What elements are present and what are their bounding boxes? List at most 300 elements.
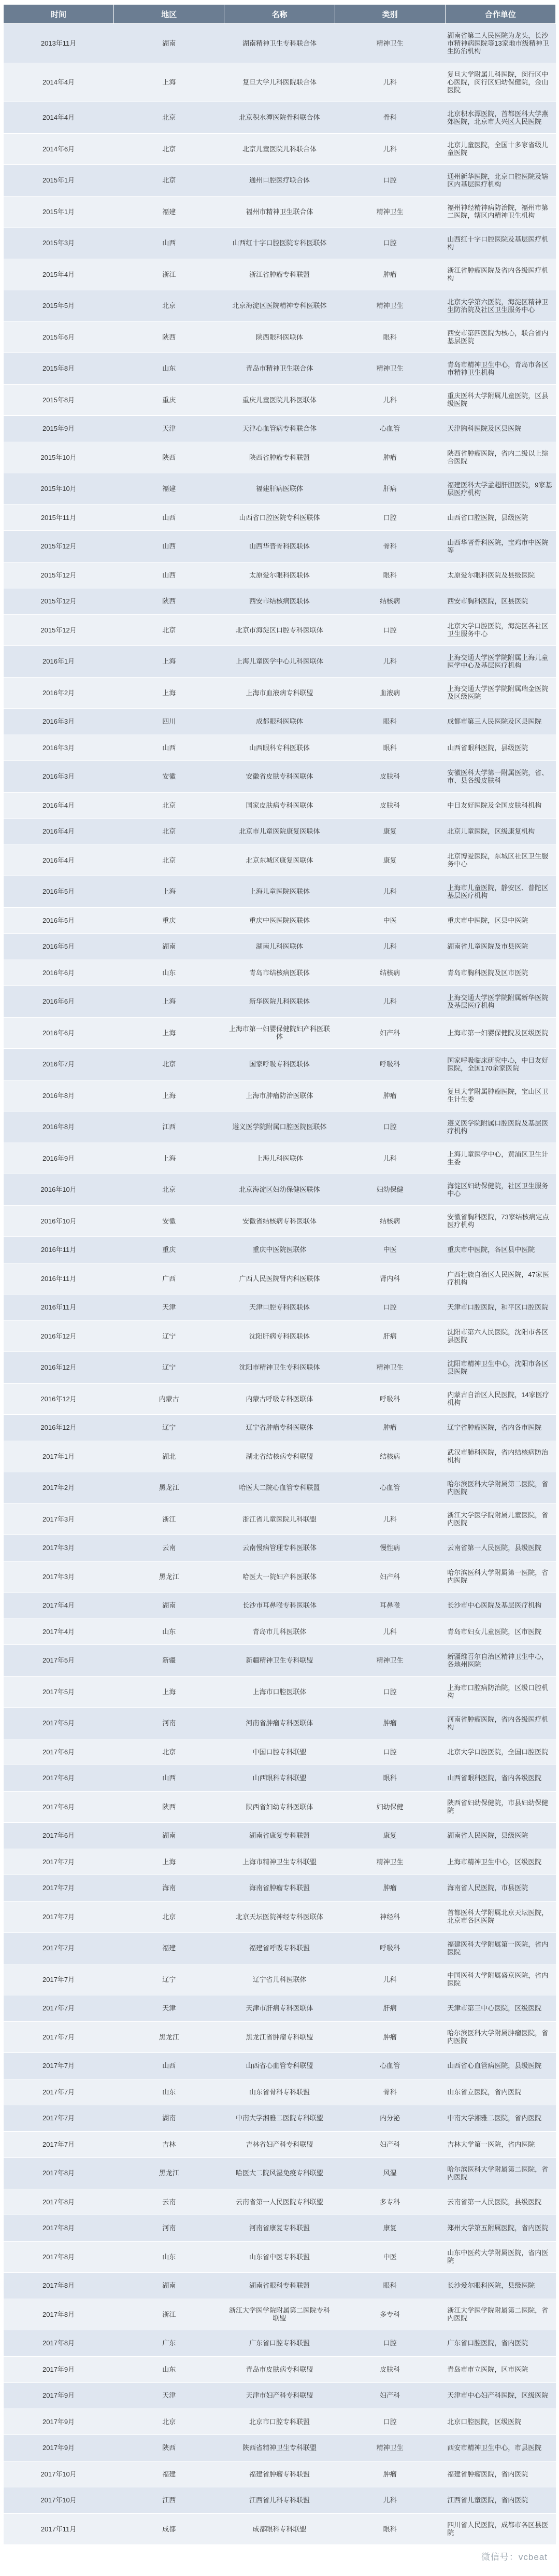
cell-region: 北京 — [114, 1901, 224, 1933]
cell-time: 2017年7月 — [4, 1933, 114, 1964]
cell-name: 浙江省肿瘤专科联盟 — [224, 259, 335, 290]
cell-time: 2017年2月 — [4, 1472, 114, 1504]
cell-region: 湖南 — [114, 2105, 224, 2132]
cell-category: 精神卫生 — [335, 1849, 445, 1875]
cell-category: 精神卫生 — [335, 1352, 445, 1384]
cell-name: 福建肝病医联体 — [224, 473, 335, 505]
table-row — [4, 2079, 556, 2105]
cell-category: 口腔 — [335, 2330, 445, 2357]
cell-time: 2017年7月 — [4, 2079, 114, 2105]
cell-partners: 江西省儿童医院，省内医院 — [445, 2487, 555, 2514]
cell-region: 北京 — [114, 1049, 224, 1080]
cell-region: 山西 — [114, 531, 224, 562]
cell-category: 儿科 — [335, 1143, 445, 1174]
cell-category: 内分泌 — [335, 2105, 445, 2132]
cell-time: 2015年9月 — [4, 416, 114, 442]
cell-partners: 湖南省人民医院，县级医院 — [445, 1823, 555, 1849]
cell-partners: 沈阳市第六人民医院，沈阳市各区县医院 — [445, 1320, 555, 1352]
cell-region: 北京 — [114, 165, 224, 196]
cell-time: 2016年1月 — [4, 646, 114, 678]
cell-time: 2016年8月 — [4, 1080, 114, 1111]
cell-region: 天津 — [114, 2383, 224, 2409]
cell-partners: 青岛市胸科医院及区市医院 — [445, 960, 555, 986]
cell-region: 山西 — [114, 228, 224, 259]
cell-category: 肿瘤 — [335, 442, 445, 473]
cell-category: 精神卫生 — [335, 196, 445, 228]
cell-category: 口腔 — [335, 504, 445, 531]
cell-name: 山西红十字口腔医院专科医联体 — [224, 228, 335, 259]
cell-name: 新疆精神卫生专科联盟 — [224, 1645, 335, 1677]
cell-category: 眼科 — [335, 2513, 445, 2545]
cell-time: 2015年10月 — [4, 473, 114, 505]
table-row — [4, 1823, 556, 1849]
cell-partners: 重庆医科大学附属儿童医院，区县级医院 — [445, 384, 555, 416]
cell-region: 北京 — [114, 290, 224, 322]
cell-name: 天津口腔专科医联体 — [224, 1294, 335, 1321]
cell-category: 结核病 — [335, 1205, 445, 1237]
table-row — [4, 442, 556, 473]
cell-name: 长沙市耳鼻喉专科医联体 — [224, 1593, 335, 1619]
cell-region: 浙江 — [114, 2299, 224, 2330]
cell-time: 2017年8月 — [4, 2241, 114, 2273]
cell-category: 眼科 — [335, 562, 445, 588]
cell-partners: 复旦大学附属儿科医院，闵行区中心医院，闵行区妇幼保健院，金山医院 — [445, 63, 555, 102]
cell-time: 2017年7月 — [4, 1875, 114, 1902]
cell-time: 2017年3月 — [4, 1535, 114, 1561]
cell-region: 山东 — [114, 353, 224, 385]
cell-region: 陕西 — [114, 2435, 224, 2461]
cell-time: 2016年3月 — [4, 761, 114, 793]
cell-category: 中医 — [335, 907, 445, 934]
cell-time: 2016年12月 — [4, 1415, 114, 1441]
watermark-text: 微信号：vcbeat — [481, 2552, 548, 2562]
cell-name: 新华医院儿科医联体 — [224, 986, 335, 1018]
cell-category: 多专科 — [335, 2189, 445, 2215]
cell-region: 北京 — [114, 133, 224, 165]
cell-category: 肝病 — [335, 1995, 445, 2022]
specialty-alliance-table-sheet — [3, 4, 556, 2545]
cell-name: 天津市肝病专科医联体 — [224, 1995, 335, 2022]
cell-category: 多专科 — [335, 2299, 445, 2330]
cell-name: 北京东城区康复医联体 — [224, 844, 335, 876]
cell-partners: 天津市第三中心医院，区级医院 — [445, 1995, 555, 2022]
cell-time: 2016年2月 — [4, 677, 114, 709]
cell-region: 浙江 — [114, 1503, 224, 1535]
cell-time: 2016年5月 — [4, 907, 114, 934]
cell-region: 山西 — [114, 735, 224, 761]
cell-name: 天津心血管病专科联合体 — [224, 416, 335, 442]
cell-partners: 新疆维吾尔自治区精神卫生中心，各地州医院 — [445, 1645, 555, 1677]
cell-time: 2016年3月 — [4, 735, 114, 761]
cell-time: 2016年11月 — [4, 1237, 114, 1263]
cell-category: 肿瘤 — [335, 259, 445, 290]
table-row — [4, 353, 556, 385]
cell-region: 上海 — [114, 986, 224, 1018]
cell-time: 2017年7月 — [4, 1901, 114, 1933]
table-row — [4, 1933, 556, 1964]
table-row — [4, 290, 556, 322]
cell-time: 2017年7月 — [4, 1964, 114, 1995]
cell-time: 2015年10月 — [4, 442, 114, 473]
table-row — [4, 473, 556, 505]
cell-time: 2016年3月 — [4, 709, 114, 735]
table-row — [4, 934, 556, 960]
cell-partners: 陕西省妇幼保健院，市县妇幼保健院 — [445, 1791, 555, 1823]
cell-time: 2017年4月 — [4, 1593, 114, 1619]
table-row — [4, 63, 556, 102]
table-row — [4, 1676, 556, 1708]
cell-time: 2017年6月 — [4, 1791, 114, 1823]
cell-time: 2017年9月 — [4, 2383, 114, 2409]
table-row — [4, 1875, 556, 1902]
cell-region: 上海 — [114, 1080, 224, 1111]
cell-category: 肿瘤 — [335, 1080, 445, 1111]
cell-time: 2017年7月 — [4, 2053, 114, 2079]
cell-category: 口腔 — [335, 614, 445, 646]
cell-partners: 中国医科大学附属盛京医院，省内医院 — [445, 1964, 555, 1995]
table-row — [4, 1049, 556, 1080]
cell-category: 眼科 — [335, 1765, 445, 1792]
cell-category: 肝病 — [335, 473, 445, 505]
cell-name: 沈阳市精神卫生专科医联体 — [224, 1352, 335, 1384]
cell-region: 北京 — [114, 102, 224, 134]
cell-category: 心血管 — [335, 2053, 445, 2079]
cell-partners: 郑州大学第五附属医院，省内医院 — [445, 2215, 555, 2242]
table-row — [4, 133, 556, 165]
table-row — [4, 1561, 556, 1593]
cell-partners: 山西省口腔医院，县级医院 — [445, 504, 555, 531]
cell-category: 儿科 — [335, 384, 445, 416]
cell-partners: 西安市精神卫生中心，市县医院 — [445, 2435, 555, 2461]
cell-category: 儿科 — [335, 2487, 445, 2514]
table-row — [4, 1849, 556, 1875]
table-row — [4, 1174, 556, 1206]
cell-category: 皮肤科 — [335, 761, 445, 793]
cell-category: 皮肤科 — [335, 792, 445, 819]
cell-partners: 西安市胸科医院，区县医院 — [445, 588, 555, 615]
cell-time: 2016年4月 — [4, 844, 114, 876]
table-row — [4, 2189, 556, 2215]
table-row — [4, 1383, 556, 1415]
cell-partners: 沈阳市精神卫生中心，沈阳市各区县医院 — [445, 1352, 555, 1384]
cell-time: 2017年8月 — [4, 2299, 114, 2330]
cell-time: 2016年4月 — [4, 819, 114, 845]
cell-time: 2017年1月 — [4, 1441, 114, 1472]
cell-partners: 西安市第四医院为核心，联合省内基层医院 — [445, 321, 555, 353]
table-row — [4, 2435, 556, 2461]
cell-partners: 上海市口腔病防治院，区级口腔机构 — [445, 1676, 555, 1708]
cell-category: 口腔 — [335, 165, 445, 196]
cell-name: 北京市儿童医院康复医联体 — [224, 819, 335, 845]
cell-name: 辽宁省儿科医联体 — [224, 1964, 335, 1995]
cell-partners: 上海市第一妇婴保健院及区级医院 — [445, 1017, 555, 1049]
cell-region: 天津 — [114, 1995, 224, 2022]
cell-name: 北京海淀区医院精神专科医联体 — [224, 290, 335, 322]
cell-region: 辽宁 — [114, 1964, 224, 1995]
table-row — [4, 1441, 556, 1472]
cell-partners: 成都市第三人民医院及区县医院 — [445, 709, 555, 735]
cell-name: 中国口腔专科联盟 — [224, 1739, 335, 1765]
table-row — [4, 1593, 556, 1619]
cell-partners: 山西华晋骨科医院，宝鸡市中医院等 — [445, 531, 555, 562]
cell-name: 山西省口腔医院专科医联体 — [224, 504, 335, 531]
cell-region: 北京 — [114, 1174, 224, 1206]
cell-category: 结核病 — [335, 588, 445, 615]
table-row — [4, 165, 556, 196]
cell-name: 上海市口腔医联体 — [224, 1676, 335, 1708]
cell-partners: 中南大学湘雅二医院，省内医院 — [445, 2105, 555, 2132]
cell-region: 广东 — [114, 2330, 224, 2357]
cell-partners: 北京博爱医院，东城区社区卫生服务中心 — [445, 844, 555, 876]
cell-name: 青岛市精神卫生联合体 — [224, 353, 335, 385]
cell-name: 西安市结核病医联体 — [224, 588, 335, 615]
cell-region: 云南 — [114, 2189, 224, 2215]
cell-name: 北京天坛医院神经专科医联体 — [224, 1901, 335, 1933]
cell-partners: 北京积水潭医院，首都医科大学燕郊医院，北京市大兴区人民医院 — [445, 102, 555, 134]
table-row — [4, 1294, 556, 1321]
cell-region: 福建 — [114, 473, 224, 505]
cell-partners: 山东中医药大学附属医院，省内医院 — [445, 2241, 555, 2273]
cell-partners: 山西红十字口腔医院及基层医疗机构 — [445, 228, 555, 259]
cell-name: 湖南精神卫生专科联合体 — [224, 24, 335, 63]
cell-region: 江西 — [114, 1111, 224, 1143]
cell-region: 山东 — [114, 960, 224, 986]
cell-name: 湖南省眼科专科联盟 — [224, 2273, 335, 2299]
cell-category: 口腔 — [335, 1111, 445, 1143]
cell-name: 福州市精神卫生联合体 — [224, 196, 335, 228]
cell-name: 安徽省皮肤专科医联体 — [224, 761, 335, 793]
cell-region: 云南 — [114, 1535, 224, 1561]
cell-region: 重庆 — [114, 1237, 224, 1263]
cell-name: 江西省儿科专科联盟 — [224, 2487, 335, 2514]
cell-time: 2014年4月 — [4, 63, 114, 102]
table-row — [4, 1995, 556, 2022]
cell-partners: 长沙爱尔眼科医院，县级医院 — [445, 2273, 555, 2299]
cell-time: 2017年3月 — [4, 1561, 114, 1593]
cell-name: 陕西省肿瘤专科联盟 — [224, 442, 335, 473]
cell-time: 2016年12月 — [4, 1383, 114, 1415]
cell-name: 北京海淀区妇幼保健医联体 — [224, 1174, 335, 1206]
cell-category: 妇产科 — [335, 1561, 445, 1593]
cell-region: 山东 — [114, 2079, 224, 2105]
cell-name: 上海市第一妇婴保健院妇产科医联体 — [224, 1017, 335, 1049]
cell-name: 山西眼科专科联盟 — [224, 1765, 335, 1792]
cell-region: 河南 — [114, 2215, 224, 2242]
cell-partners: 云南省第一人民医院，县级医院 — [445, 2189, 555, 2215]
cell-time: 2016年8月 — [4, 1111, 114, 1143]
cell-partners: 长沙市中心医院及基层医疗机构 — [445, 1593, 555, 1619]
cell-category: 中医 — [335, 2241, 445, 2273]
cell-time: 2016年5月 — [4, 876, 114, 908]
cell-time: 2016年5月 — [4, 934, 114, 960]
cell-partners: 重庆市中医院，区县中医院 — [445, 907, 555, 934]
cell-name: 湖南省康复专科联盟 — [224, 1823, 335, 1849]
table-row — [4, 2215, 556, 2242]
cell-name: 云南慢病管理专科医联体 — [224, 1535, 335, 1561]
cell-category: 妇产科 — [335, 2383, 445, 2409]
cell-region: 湖南 — [114, 934, 224, 960]
table-row — [4, 2021, 556, 2053]
cell-name: 浙江大学医学院附属第二医院专科联盟 — [224, 2299, 335, 2330]
table-row — [4, 1535, 556, 1561]
cell-name: 成都眼科医联体 — [224, 709, 335, 735]
cell-region: 四川 — [114, 709, 224, 735]
cell-partners: 湖南省儿童医院及市县医院 — [445, 934, 555, 960]
cell-partners: 山西省眼科医院，省内各级医院 — [445, 1765, 555, 1792]
cell-name: 成都眼科专科联盟 — [224, 2513, 335, 2545]
cell-partners: 福建医科大学孟超肝胆医院，9家基层医疗机构 — [445, 473, 555, 505]
table-row — [4, 2330, 556, 2357]
cell-name: 复旦大学儿科医院联合体 — [224, 63, 335, 102]
cell-time: 2017年9月 — [4, 2435, 114, 2461]
cell-partners: 浙江大学医学院附属儿童医院，省内医院 — [445, 1503, 555, 1535]
specialty-alliance-table — [3, 4, 556, 2545]
table-row — [4, 2409, 556, 2435]
cell-name: 上海市精神卫生专科联盟 — [224, 1849, 335, 1875]
cell-region: 黑龙江 — [114, 1472, 224, 1504]
table-row — [4, 986, 556, 1018]
cell-time: 2016年6月 — [4, 960, 114, 986]
cell-category: 妇幼保健 — [335, 1174, 445, 1206]
cell-category: 肝病 — [335, 1320, 445, 1352]
cell-partners: 中日友好医院及全国皮肤科机构 — [445, 792, 555, 819]
cell-region: 山东 — [114, 1618, 224, 1645]
cell-name: 沈阳肝病专科医联体 — [224, 1320, 335, 1352]
cell-name: 福建省肿瘤专科联盟 — [224, 2461, 335, 2487]
cell-region: 湖北 — [114, 1441, 224, 1472]
cell-name: 上海市血液病专科联盟 — [224, 677, 335, 709]
cell-region: 陕西 — [114, 442, 224, 473]
cell-region: 湖南 — [114, 24, 224, 63]
cell-category: 精神卫生 — [335, 353, 445, 385]
cell-partners: 遵义医学院附属口腔医院及基层医疗机构 — [445, 1111, 555, 1143]
cell-category: 肿瘤 — [335, 1708, 445, 1739]
cell-name: 湖北省结核病专科联盟 — [224, 1441, 335, 1472]
cell-region: 陕西 — [114, 588, 224, 615]
cell-partners: 哈尔滨医科大学附属第一医院，省内医院 — [445, 1561, 555, 1593]
cell-category: 口腔 — [335, 228, 445, 259]
table-row — [4, 1618, 556, 1645]
cell-category: 康复 — [335, 819, 445, 845]
cell-region: 上海 — [114, 677, 224, 709]
table-row — [4, 614, 556, 646]
header-row — [4, 5, 556, 24]
cell-region: 浙江 — [114, 259, 224, 290]
cell-name: 北京市海淀区口腔专科医联体 — [224, 614, 335, 646]
cell-partners: 内蒙古自治区人民医院，14家医疗机构 — [445, 1383, 555, 1415]
cell-time: 2017年7月 — [4, 1849, 114, 1875]
cell-region: 天津 — [114, 1294, 224, 1321]
cell-category: 儿科 — [335, 876, 445, 908]
table-row — [4, 2105, 556, 2132]
table-row — [4, 709, 556, 735]
cell-time: 2016年10月 — [4, 1205, 114, 1237]
cell-time: 2015年3月 — [4, 228, 114, 259]
cell-category: 康复 — [335, 1823, 445, 1849]
cell-category: 风湿 — [335, 2158, 445, 2189]
cell-region: 陕西 — [114, 1791, 224, 1823]
cell-region: 北京 — [114, 2409, 224, 2435]
cell-name: 安徽省结核病专科医联体 — [224, 1205, 335, 1237]
table-row — [4, 1645, 556, 1677]
cell-time: 2015年4月 — [4, 259, 114, 290]
cell-region: 北京 — [114, 819, 224, 845]
table-row — [4, 1472, 556, 1504]
cell-partners: 北京儿童医院，区级康复机构 — [445, 819, 555, 845]
cell-category: 儿科 — [335, 1503, 445, 1535]
table-row — [4, 2299, 556, 2330]
header-time: 时间 — [4, 5, 114, 24]
cell-region: 内蒙古 — [114, 1383, 224, 1415]
cell-partners: 重庆市中医院，各区县中医院 — [445, 1237, 555, 1263]
cell-name: 天津市妇产科专科联盟 — [224, 2383, 335, 2409]
cell-time: 2017年7月 — [4, 2105, 114, 2132]
table-row — [4, 735, 556, 761]
table-row — [4, 562, 556, 588]
cell-name: 国家皮肤病专科医联体 — [224, 792, 335, 819]
cell-time: 2015年1月 — [4, 165, 114, 196]
cell-region: 北京 — [114, 792, 224, 819]
cell-partners: 安徽医科大学第一附属医院，省、市、县各级皮肤科 — [445, 761, 555, 793]
table-row — [4, 259, 556, 290]
cell-region: 陕西 — [114, 321, 224, 353]
table-row — [4, 2356, 556, 2383]
table-row — [4, 2053, 556, 2079]
cell-category: 精神卫生 — [335, 24, 445, 63]
cell-partners: 上海交通大学医学院附属新华医院及基层医疗机构 — [445, 986, 555, 1018]
cell-time: 2016年9月 — [4, 1143, 114, 1174]
cell-partners: 青岛市精神卫生中心，青岛市各区市精神卫生机构 — [445, 353, 555, 385]
cell-name: 山东省中医专科联盟 — [224, 2241, 335, 2273]
cell-time: 2016年11月 — [4, 1263, 114, 1294]
cell-region: 重庆 — [114, 384, 224, 416]
cell-time: 2016年4月 — [4, 792, 114, 819]
table-row — [4, 1320, 556, 1352]
cell-time: 2017年8月 — [4, 2158, 114, 2189]
cell-region: 北京 — [114, 614, 224, 646]
table-row — [4, 2241, 556, 2273]
table-row — [4, 588, 556, 615]
cell-category: 眼科 — [335, 321, 445, 353]
cell-category: 中医 — [335, 1237, 445, 1263]
cell-category: 眼科 — [335, 709, 445, 735]
cell-time: 2017年9月 — [4, 2356, 114, 2383]
cell-region: 山西 — [114, 1765, 224, 1792]
table-row — [4, 1080, 556, 1111]
cell-name: 吉林省妇产科专科联盟 — [224, 2131, 335, 2158]
header-category: 类别 — [335, 5, 445, 24]
cell-time: 2016年6月 — [4, 1017, 114, 1049]
cell-region: 湖南 — [114, 2273, 224, 2299]
cell-category: 精神卫生 — [335, 2435, 445, 2461]
cell-region: 天津 — [114, 416, 224, 442]
table-row — [4, 1237, 556, 1263]
cell-region: 黑龙江 — [114, 1561, 224, 1593]
cell-category: 妇幼保健 — [335, 1791, 445, 1823]
cell-name: 上海市肿瘤防治医联体 — [224, 1080, 335, 1111]
cell-name: 哈医大一院妇产科医联体 — [224, 1561, 335, 1593]
cell-category: 骨科 — [335, 102, 445, 134]
cell-partners: 海南省人民医院，市县医院 — [445, 1875, 555, 1902]
cell-category: 呼吸科 — [335, 1049, 445, 1080]
cell-category: 皮肤科 — [335, 2356, 445, 2383]
cell-partners: 上海交通大学医学院附属上海儿童医学中心及基层医疗机构 — [445, 646, 555, 678]
cell-time: 2017年7月 — [4, 1995, 114, 2022]
cell-category: 儿科 — [335, 1964, 445, 1995]
cell-category: 心血管 — [335, 1472, 445, 1504]
cell-name: 广西人民医院肾内科医联体 — [224, 1263, 335, 1294]
cell-partners: 海淀区妇幼保健院，社区卫生服务中心 — [445, 1174, 555, 1206]
